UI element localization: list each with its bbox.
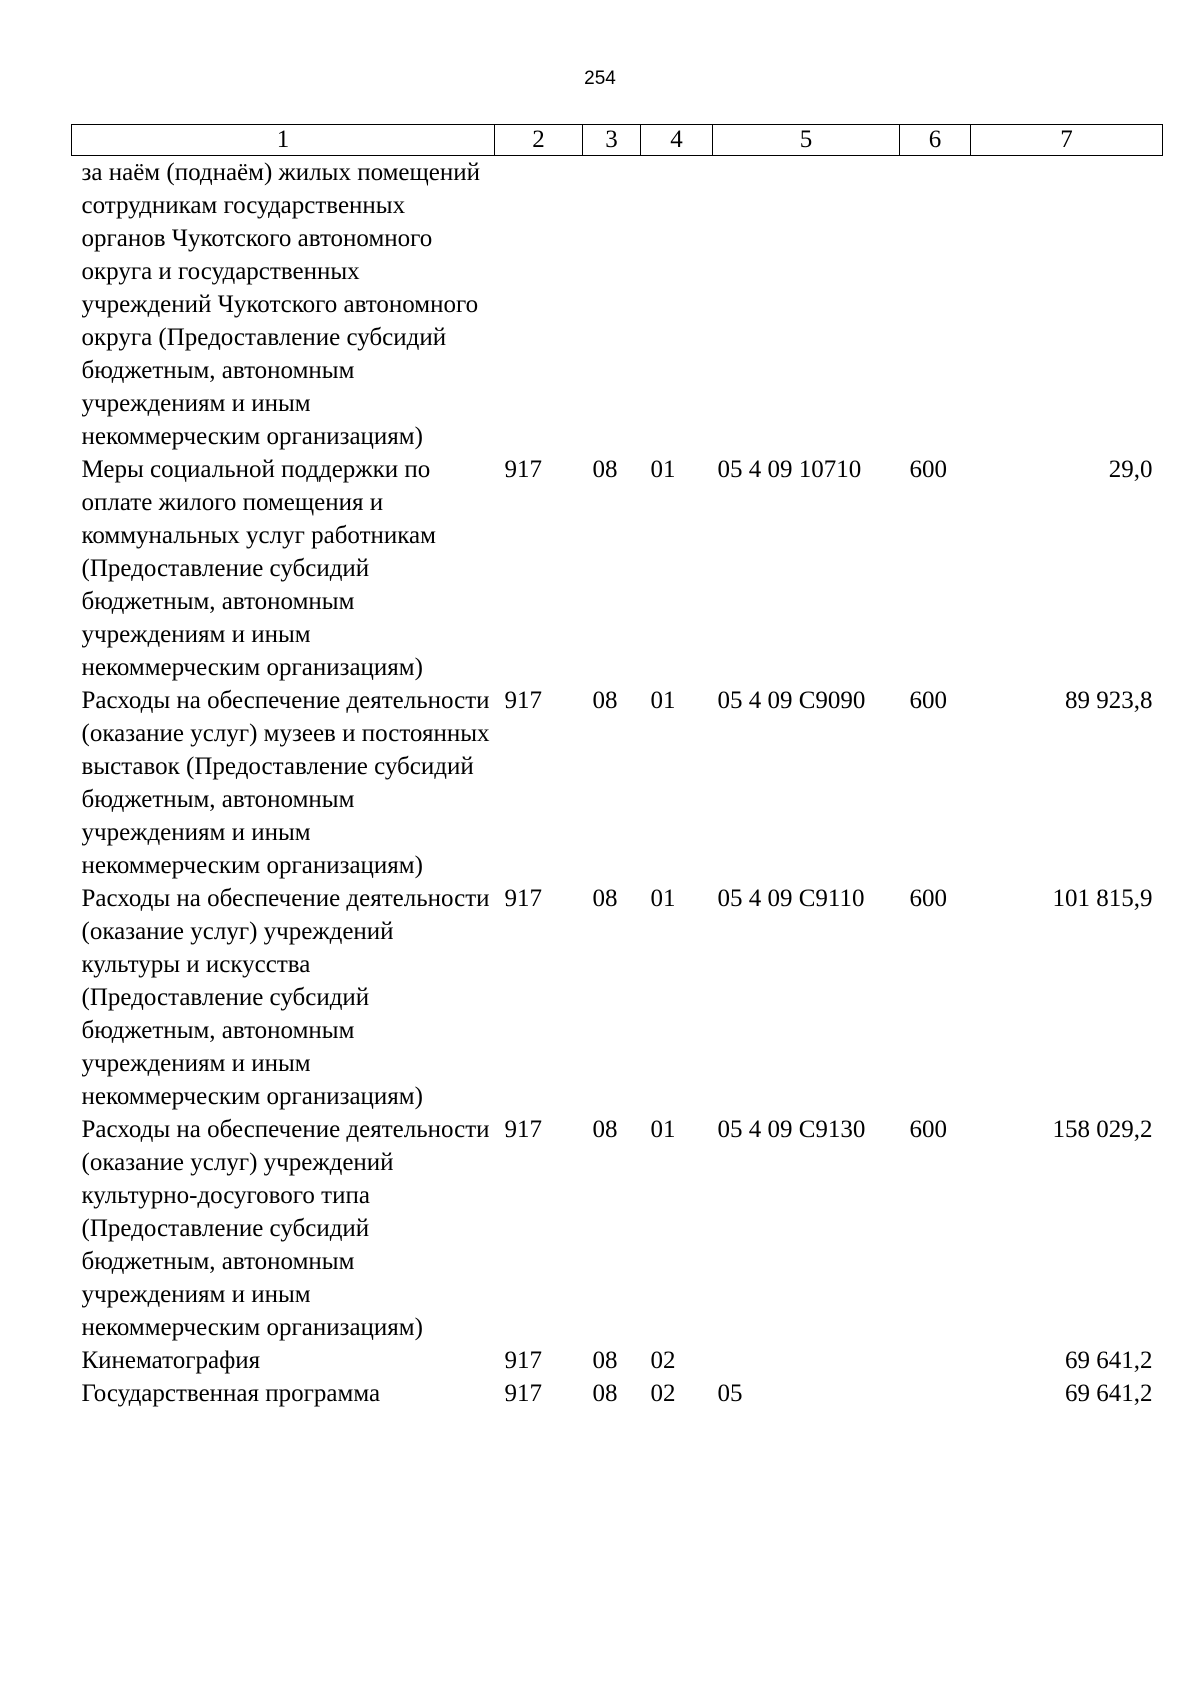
row-amount: 89 923,8 bbox=[1065, 687, 1153, 714]
row-col-3 bbox=[583, 156, 641, 454]
row-col-3: 08 bbox=[592, 456, 618, 483]
header-col-4: 4 bbox=[641, 125, 713, 156]
row-col-3: 08 bbox=[592, 687, 618, 714]
row-col-4: 02 bbox=[650, 1380, 676, 1407]
row-col-5: 05 4 09 С9090 bbox=[717, 687, 866, 714]
row-col-3: 08 bbox=[592, 885, 618, 912]
row-col-5: 05 4 09 10710 bbox=[717, 456, 862, 483]
row-name: Расходы на обеспечение деятельности (оказание услуг) учреждений культуры и искусства (Предоставление субсидий бюджетным, автономным учреждениям и иным некоммерческим организациям) bbox=[81, 885, 490, 1110]
header-col-3: 3 bbox=[583, 125, 641, 156]
row-amount: 29,0 bbox=[1108, 456, 1153, 483]
row-col-2: 917 bbox=[504, 1116, 542, 1143]
row-col-6: 600 bbox=[909, 885, 947, 912]
header-col-2: 2 bbox=[495, 125, 583, 156]
row-col-5: 05 4 09 С9110 bbox=[717, 885, 865, 912]
row-col-2: 917 bbox=[504, 1380, 542, 1407]
row-col-4: 02 bbox=[650, 1347, 676, 1374]
table-row bbox=[72, 156, 1163, 454]
table-row bbox=[72, 882, 1163, 1113]
row-amount: 69 641,2 bbox=[1065, 1380, 1153, 1407]
row-col-6 bbox=[900, 1344, 971, 1377]
row-col-4: 01 bbox=[650, 456, 676, 483]
header-col-7: 7 bbox=[971, 125, 1163, 156]
table-header bbox=[72, 125, 1163, 156]
row-col-5: 05 4 09 С9130 bbox=[717, 1116, 866, 1143]
row-amount: 158 029,2 bbox=[1052, 1116, 1153, 1143]
row-col-3: 08 bbox=[592, 1116, 618, 1143]
row-col-2: 917 bbox=[504, 885, 542, 912]
table-row bbox=[72, 1377, 1163, 1410]
row-name: Меры социальной поддержки по оплате жилого помещения и коммунальных услуг работникам (Предоставление субсидий бюджетным, автономным учреждениям и иным некоммерческим организациям) bbox=[81, 456, 436, 681]
row-col-4: 01 bbox=[650, 1116, 676, 1143]
row-name: Расходы на обеспечение деятельности (оказание услуг) музеев и постоянных выставок (Предоставление субсидий бюджетным, автономным учреждениям и иным некоммерческим организациям) bbox=[81, 687, 490, 879]
row-name: Расходы на обеспечение деятельности (оказание услуг) учреждений культурно-досугового типа (Предоставление субсидий бюджетным, автономным учреждениям и иным некоммерческим организациям) bbox=[81, 1116, 490, 1341]
header-col-1: 1 bbox=[72, 125, 495, 156]
budget-table bbox=[71, 124, 1163, 1410]
row-col-3: 08 bbox=[592, 1347, 618, 1374]
header-col-6: 6 bbox=[900, 125, 971, 156]
row-col-2 bbox=[495, 156, 583, 454]
row-col-4 bbox=[641, 156, 713, 454]
row-col-6: 600 bbox=[909, 687, 947, 714]
table-row bbox=[72, 1113, 1163, 1344]
row-col-4: 01 bbox=[650, 687, 676, 714]
row-col-5: 05 bbox=[717, 1380, 743, 1407]
table-row bbox=[72, 684, 1163, 882]
row-col-5 bbox=[713, 1344, 900, 1377]
row-col-2: 917 bbox=[504, 456, 542, 483]
row-col-5 bbox=[713, 156, 900, 454]
table-row bbox=[72, 1344, 1163, 1377]
row-name: Кинематография bbox=[81, 1347, 261, 1374]
row-amount: 101 815,9 bbox=[1052, 885, 1153, 912]
row-col-3: 08 bbox=[592, 1380, 618, 1407]
row-col-6 bbox=[900, 156, 971, 454]
row-name: за наём (поднаём) жилых помещений сотрудникам государственных органов Чукотского автономного округа и государственных учреждений Чукотского автономного округа (Предоставление субсидий бюджетным, автономным учреждениям и иным некоммерческим организациям) bbox=[81, 159, 481, 450]
row-name: Государственная программа bbox=[81, 1380, 381, 1407]
row-col-6: 600 bbox=[909, 1116, 947, 1143]
table-row bbox=[72, 453, 1163, 684]
row-col-2: 917 bbox=[504, 1347, 542, 1374]
row-col-4: 01 bbox=[650, 885, 676, 912]
header-col-5: 5 bbox=[713, 125, 900, 156]
row-col-6: 600 bbox=[909, 456, 947, 483]
row-amount bbox=[971, 156, 1163, 454]
row-amount: 69 641,2 bbox=[1065, 1347, 1153, 1374]
row-col-6 bbox=[900, 1377, 971, 1410]
row-col-2: 917 bbox=[504, 687, 542, 714]
page-number: 254 bbox=[584, 68, 616, 89]
